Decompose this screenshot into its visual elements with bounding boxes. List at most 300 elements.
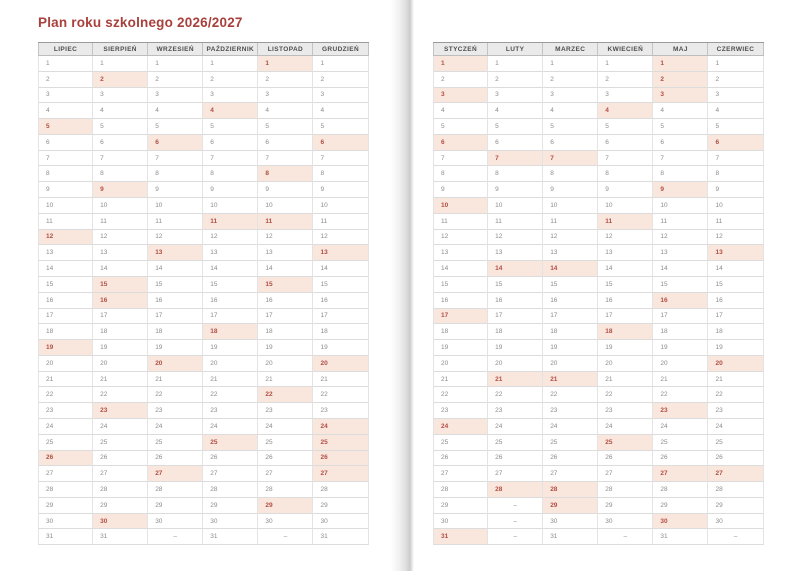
day-cell: 20 xyxy=(433,356,488,372)
day-cell: 10 xyxy=(148,198,203,214)
day-cell: 10 xyxy=(93,198,148,214)
day-cell: 23 xyxy=(598,403,653,419)
day-cell-highlighted: 29 xyxy=(258,498,313,514)
day-cell: 14 xyxy=(313,261,368,277)
day-cell: 28 xyxy=(313,482,368,498)
month-header-row xyxy=(433,42,764,56)
day-row xyxy=(38,372,369,388)
day-row xyxy=(433,529,764,545)
day-cell: 17 xyxy=(598,309,653,325)
day-row xyxy=(38,529,369,545)
day-cell: 13 xyxy=(433,245,488,261)
day-cell-highlighted: 6 xyxy=(708,135,763,151)
day-cell: 12 xyxy=(598,230,653,246)
day-row xyxy=(433,293,764,309)
day-cell: 17 xyxy=(543,309,598,325)
day-cell: 8 xyxy=(488,166,543,182)
day-row xyxy=(433,198,764,214)
day-cell: 16 xyxy=(148,293,203,309)
day-cell: 19 xyxy=(708,340,763,356)
day-cell: 3 xyxy=(313,88,368,104)
day-cell: 20 xyxy=(93,356,148,372)
day-cell: 19 xyxy=(313,340,368,356)
day-row xyxy=(433,214,764,230)
day-cell: 1 xyxy=(148,56,203,72)
day-cell-highlighted: 3 xyxy=(433,88,488,104)
day-cell: 7 xyxy=(38,151,93,167)
day-cell-highlighted: 8 xyxy=(258,166,313,182)
day-cell: 7 xyxy=(148,151,203,167)
empty-day-cell: – xyxy=(148,529,203,545)
day-cell: 1 xyxy=(708,56,763,72)
day-cell: 14 xyxy=(258,261,313,277)
day-cell: 28 xyxy=(93,482,148,498)
day-cell: 3 xyxy=(543,88,598,104)
day-cell: 12 xyxy=(488,230,543,246)
day-cell-highlighted: 29 xyxy=(543,498,598,514)
day-cell: 2 xyxy=(543,72,598,88)
day-cell-highlighted: 2 xyxy=(93,72,148,88)
day-cell: 13 xyxy=(38,245,93,261)
day-cell: 27 xyxy=(433,466,488,482)
day-cell: 14 xyxy=(653,261,708,277)
day-row xyxy=(433,88,764,104)
day-cell: 20 xyxy=(543,356,598,372)
day-cell: 13 xyxy=(93,245,148,261)
day-row xyxy=(38,340,369,356)
day-row xyxy=(433,403,764,419)
day-cell-highlighted: 23 xyxy=(93,403,148,419)
day-cell: 30 xyxy=(313,514,368,530)
day-row xyxy=(38,466,369,482)
day-cell-highlighted: 7 xyxy=(488,151,543,167)
day-cell: 17 xyxy=(203,309,258,325)
day-cell: 8 xyxy=(543,166,598,182)
day-cell: 15 xyxy=(598,277,653,293)
day-cell: 8 xyxy=(148,166,203,182)
day-cell-highlighted: 28 xyxy=(488,482,543,498)
day-cell-highlighted: 31 xyxy=(433,529,488,545)
day-cell-highlighted: 19 xyxy=(38,340,93,356)
day-cell: 30 xyxy=(543,514,598,530)
day-row xyxy=(38,324,369,340)
day-cell: 27 xyxy=(488,466,543,482)
day-cell: 24 xyxy=(653,419,708,435)
empty-day-cell: – xyxy=(488,529,543,545)
day-cell-highlighted: 13 xyxy=(708,245,763,261)
day-cell: 20 xyxy=(598,356,653,372)
day-cell: 19 xyxy=(653,340,708,356)
day-cell: 19 xyxy=(543,340,598,356)
day-row xyxy=(433,277,764,293)
day-cell: 29 xyxy=(708,498,763,514)
day-cell: 13 xyxy=(203,245,258,261)
day-cell: 22 xyxy=(93,387,148,403)
day-row xyxy=(38,119,369,135)
day-cell: 21 xyxy=(38,372,93,388)
day-cell: 15 xyxy=(313,277,368,293)
day-cell-highlighted: 20 xyxy=(708,356,763,372)
day-cell: 2 xyxy=(488,72,543,88)
month-header: PAŹDZIERNIK xyxy=(203,43,258,55)
day-cell: 24 xyxy=(38,419,93,435)
day-cell: 5 xyxy=(543,119,598,135)
day-cell: 3 xyxy=(148,88,203,104)
day-cell: 13 xyxy=(258,245,313,261)
day-cell: 24 xyxy=(488,419,543,435)
day-cell-highlighted: 13 xyxy=(313,245,368,261)
day-cell-highlighted: 11 xyxy=(258,214,313,230)
day-cell: 9 xyxy=(148,182,203,198)
day-cell: 21 xyxy=(258,372,313,388)
day-cell: 4 xyxy=(488,103,543,119)
day-cell: 8 xyxy=(433,166,488,182)
day-cell: 11 xyxy=(708,214,763,230)
empty-day-cell: – xyxy=(488,514,543,530)
day-cell: 28 xyxy=(38,482,93,498)
day-cell: 7 xyxy=(258,151,313,167)
day-cell: 8 xyxy=(203,166,258,182)
day-cell-highlighted: 1 xyxy=(653,56,708,72)
day-cell: 7 xyxy=(708,151,763,167)
day-row xyxy=(38,230,369,246)
day-cell: 3 xyxy=(203,88,258,104)
day-cell-highlighted: 18 xyxy=(203,324,258,340)
day-row xyxy=(433,498,764,514)
day-cell: 11 xyxy=(93,214,148,230)
day-cell: 17 xyxy=(708,309,763,325)
day-cell: 7 xyxy=(313,151,368,167)
day-cell: 10 xyxy=(543,198,598,214)
day-cell: 6 xyxy=(543,135,598,151)
month-header: KWIECIEŃ xyxy=(598,43,653,55)
day-cell: 25 xyxy=(148,435,203,451)
day-cell: 17 xyxy=(93,309,148,325)
day-cell: 5 xyxy=(598,119,653,135)
day-cell: 7 xyxy=(203,151,258,167)
day-cell-highlighted: 22 xyxy=(258,387,313,403)
day-cell: 26 xyxy=(203,451,258,467)
day-cell: 26 xyxy=(653,451,708,467)
day-cell: 2 xyxy=(598,72,653,88)
day-cell-highlighted: 17 xyxy=(433,309,488,325)
day-row xyxy=(38,88,369,104)
day-cell: 5 xyxy=(148,119,203,135)
day-cell: 24 xyxy=(543,419,598,435)
day-cell: 8 xyxy=(38,166,93,182)
day-cell: 23 xyxy=(708,403,763,419)
day-cell: 13 xyxy=(598,245,653,261)
day-cell: 4 xyxy=(38,103,93,119)
day-cell: 8 xyxy=(598,166,653,182)
day-cell: 2 xyxy=(433,72,488,88)
day-cell: 15 xyxy=(653,277,708,293)
day-row xyxy=(433,387,764,403)
day-cell: 22 xyxy=(653,387,708,403)
day-cell: 12 xyxy=(203,230,258,246)
day-cell: 14 xyxy=(433,261,488,277)
day-cell-highlighted: 2 xyxy=(653,72,708,88)
day-cell: 18 xyxy=(653,324,708,340)
day-cell: 11 xyxy=(433,214,488,230)
day-cell-highlighted: 5 xyxy=(38,119,93,135)
day-cell: 15 xyxy=(203,277,258,293)
day-cell: 24 xyxy=(203,419,258,435)
day-cell: 12 xyxy=(708,230,763,246)
day-cell: 23 xyxy=(148,403,203,419)
day-cell: 10 xyxy=(203,198,258,214)
day-row xyxy=(38,356,369,372)
day-cell-highlighted: 12 xyxy=(38,230,93,246)
day-cell: 3 xyxy=(598,88,653,104)
day-cell: 21 xyxy=(313,372,368,388)
day-cell: 16 xyxy=(488,293,543,309)
day-cell: 26 xyxy=(148,451,203,467)
day-cell: 6 xyxy=(653,135,708,151)
day-cell: 30 xyxy=(148,514,203,530)
day-cell-highlighted: 11 xyxy=(203,214,258,230)
day-cell: 18 xyxy=(488,324,543,340)
empty-day-cell: – xyxy=(598,529,653,545)
day-cell: 26 xyxy=(708,451,763,467)
day-cell: 16 xyxy=(203,293,258,309)
day-cell: 4 xyxy=(313,103,368,119)
day-cell: 16 xyxy=(598,293,653,309)
day-cell: 10 xyxy=(258,198,313,214)
day-cell-highlighted: 6 xyxy=(433,135,488,151)
day-cell: 18 xyxy=(433,324,488,340)
day-cell-highlighted: 18 xyxy=(598,324,653,340)
day-cell: 29 xyxy=(203,498,258,514)
day-cell: 9 xyxy=(598,182,653,198)
day-cell: 14 xyxy=(38,261,93,277)
day-cell: 15 xyxy=(488,277,543,293)
day-cell: 25 xyxy=(93,435,148,451)
day-cell: 25 xyxy=(708,435,763,451)
day-cell: 4 xyxy=(93,103,148,119)
day-cell: 23 xyxy=(543,403,598,419)
day-row xyxy=(38,498,369,514)
day-row xyxy=(38,151,369,167)
day-row xyxy=(433,166,764,182)
empty-day-cell: – xyxy=(708,529,763,545)
day-cell: 14 xyxy=(708,261,763,277)
day-cell: 8 xyxy=(653,166,708,182)
day-cell: 21 xyxy=(93,372,148,388)
day-cell-highlighted: 6 xyxy=(148,135,203,151)
day-cell: 31 xyxy=(93,529,148,545)
day-cell: 18 xyxy=(93,324,148,340)
day-cell: 24 xyxy=(708,419,763,435)
day-cell: 25 xyxy=(38,435,93,451)
day-cell-highlighted: 24 xyxy=(433,419,488,435)
day-cell: 25 xyxy=(543,435,598,451)
day-cell-highlighted: 27 xyxy=(313,466,368,482)
month-header: WRZESIEŃ xyxy=(148,43,203,55)
day-cell: 9 xyxy=(38,182,93,198)
day-cell: 31 xyxy=(203,529,258,545)
day-cell-highlighted: 27 xyxy=(708,466,763,482)
day-cell: 26 xyxy=(488,451,543,467)
day-row xyxy=(38,435,369,451)
day-row xyxy=(433,245,764,261)
day-cell: 10 xyxy=(653,198,708,214)
day-cell: 12 xyxy=(258,230,313,246)
month-header: CZERWIEC xyxy=(708,43,763,55)
day-cell-highlighted: 9 xyxy=(653,182,708,198)
day-cell: 22 xyxy=(488,387,543,403)
day-row xyxy=(38,72,369,88)
day-cell: 18 xyxy=(148,324,203,340)
day-cell: 11 xyxy=(488,214,543,230)
day-cell: 21 xyxy=(653,372,708,388)
day-cell: 23 xyxy=(488,403,543,419)
month-header: LUTY xyxy=(488,43,543,55)
day-cell: 19 xyxy=(93,340,148,356)
day-cell: 7 xyxy=(93,151,148,167)
day-cell: 10 xyxy=(488,198,543,214)
month-header: GRUDZIEŃ xyxy=(313,43,368,55)
day-cell: 20 xyxy=(38,356,93,372)
day-row xyxy=(38,482,369,498)
day-cell-highlighted: 15 xyxy=(258,277,313,293)
day-cell: 19 xyxy=(598,340,653,356)
day-cell-highlighted: 14 xyxy=(543,261,598,277)
day-cell: 19 xyxy=(203,340,258,356)
day-cell-highlighted: 30 xyxy=(653,514,708,530)
day-cell-highlighted: 15 xyxy=(93,277,148,293)
day-cell-highlighted: 20 xyxy=(313,356,368,372)
day-cell: 22 xyxy=(708,387,763,403)
day-cell: 2 xyxy=(258,72,313,88)
day-cell: 7 xyxy=(653,151,708,167)
day-cell: 20 xyxy=(203,356,258,372)
day-cell: 15 xyxy=(543,277,598,293)
day-cell: 25 xyxy=(488,435,543,451)
day-row xyxy=(433,451,764,467)
day-cell: 21 xyxy=(433,372,488,388)
day-cell: 11 xyxy=(653,214,708,230)
day-row xyxy=(433,372,764,388)
day-row xyxy=(433,466,764,482)
day-row xyxy=(433,356,764,372)
day-cell-highlighted: 4 xyxy=(203,103,258,119)
day-cell: 6 xyxy=(203,135,258,151)
day-cell: 9 xyxy=(433,182,488,198)
day-cell: 8 xyxy=(93,166,148,182)
day-cell-highlighted: 24 xyxy=(313,419,368,435)
day-cell: 5 xyxy=(708,119,763,135)
day-cell: 11 xyxy=(313,214,368,230)
day-row xyxy=(38,103,369,119)
day-cell: 29 xyxy=(93,498,148,514)
day-cell: 20 xyxy=(488,356,543,372)
day-cell: 30 xyxy=(203,514,258,530)
day-cell: 2 xyxy=(313,72,368,88)
day-cell: 14 xyxy=(203,261,258,277)
day-cell-highlighted: 26 xyxy=(38,451,93,467)
month-header-row xyxy=(38,42,369,56)
day-cell: 24 xyxy=(148,419,203,435)
day-cell: 31 xyxy=(313,529,368,545)
day-cell: 15 xyxy=(708,277,763,293)
day-cell: 7 xyxy=(598,151,653,167)
day-cell: 14 xyxy=(598,261,653,277)
day-cell: 2 xyxy=(148,72,203,88)
day-cell: 3 xyxy=(258,88,313,104)
day-cell: 9 xyxy=(258,182,313,198)
day-row xyxy=(433,151,764,167)
day-cell: 10 xyxy=(598,198,653,214)
day-cell: 22 xyxy=(38,387,93,403)
day-cell-highlighted: 26 xyxy=(313,451,368,467)
day-cell: 12 xyxy=(433,230,488,246)
day-cell: 26 xyxy=(93,451,148,467)
day-row xyxy=(433,119,764,135)
day-cell: 5 xyxy=(488,119,543,135)
day-cell: 12 xyxy=(93,230,148,246)
day-cell: 18 xyxy=(313,324,368,340)
day-cell: 16 xyxy=(313,293,368,309)
day-cell: 18 xyxy=(258,324,313,340)
month-header: SIERPIEŃ xyxy=(93,43,148,55)
day-row xyxy=(38,245,369,261)
day-cell: 24 xyxy=(598,419,653,435)
day-cell: 27 xyxy=(258,466,313,482)
day-row xyxy=(433,514,764,530)
day-cell: 3 xyxy=(93,88,148,104)
day-cell: 25 xyxy=(653,435,708,451)
day-cell: 18 xyxy=(708,324,763,340)
day-cell: 24 xyxy=(93,419,148,435)
day-cell: 26 xyxy=(598,451,653,467)
day-cell-highlighted: 9 xyxy=(93,182,148,198)
day-row xyxy=(38,419,369,435)
day-cell: 1 xyxy=(38,56,93,72)
day-row xyxy=(433,435,764,451)
day-cell: 1 xyxy=(203,56,258,72)
day-cell: 13 xyxy=(653,245,708,261)
day-row xyxy=(433,135,764,151)
day-cell: 3 xyxy=(38,88,93,104)
calendar-left-page xyxy=(38,42,369,545)
day-cell: 26 xyxy=(258,451,313,467)
day-cell: 31 xyxy=(653,529,708,545)
day-cell: 28 xyxy=(148,482,203,498)
day-cell: 11 xyxy=(148,214,203,230)
day-row xyxy=(38,451,369,467)
day-row xyxy=(38,387,369,403)
day-row xyxy=(433,482,764,498)
day-cell: 30 xyxy=(258,514,313,530)
day-cell: 30 xyxy=(38,514,93,530)
day-cell: 21 xyxy=(598,372,653,388)
day-cell: 29 xyxy=(433,498,488,514)
day-cell-highlighted: 21 xyxy=(543,372,598,388)
day-cell: 24 xyxy=(258,419,313,435)
day-row xyxy=(433,72,764,88)
day-cell: 30 xyxy=(598,514,653,530)
day-cell: 3 xyxy=(708,88,763,104)
day-cell: 27 xyxy=(543,466,598,482)
day-cell: 21 xyxy=(708,372,763,388)
day-cell: 29 xyxy=(313,498,368,514)
day-cell-highlighted: 6 xyxy=(313,135,368,151)
day-cell: 17 xyxy=(148,309,203,325)
day-cell: 22 xyxy=(543,387,598,403)
day-cell-highlighted: 16 xyxy=(653,293,708,309)
day-row xyxy=(38,198,369,214)
